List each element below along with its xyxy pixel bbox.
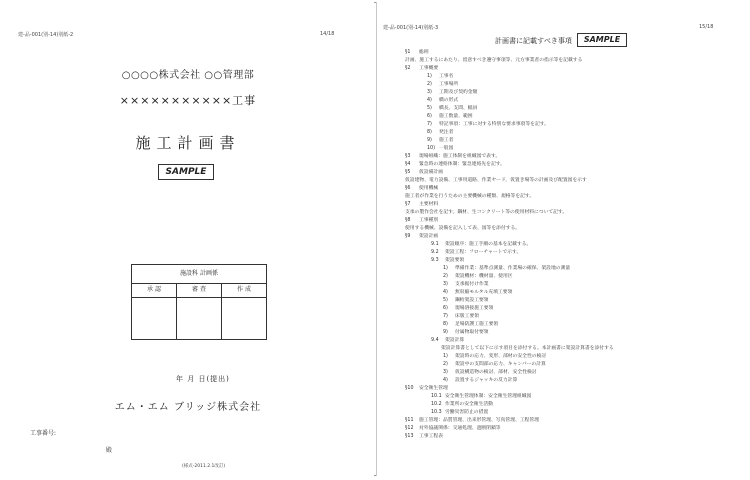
cover-header-code: 建-品-001(別-14)別紙-2 — [18, 32, 74, 38]
contents-item-text: 架設工程：フローチャートで示す。 — [445, 250, 522, 255]
project-number-label: 工事番号: — [30, 430, 57, 437]
contents-item-number: 8) — [443, 322, 448, 327]
approval-col-approve: 承 認 — [147, 286, 161, 293]
contents-item-text: 架設計算 — [445, 338, 465, 343]
contents-item-number: §2 — [405, 66, 411, 71]
contents-item-text: 緊急時の連絡体制：緊急連絡先を記す。 — [419, 162, 505, 167]
contents-item-text: 設置するジャッキの反力計算 — [455, 378, 518, 383]
contents-item-number: 9.1 — [431, 242, 439, 247]
company-line: ○○○○株式会社 ○○管理部 — [121, 70, 255, 81]
contents-sample-stamp: SAMPLE — [577, 33, 627, 47]
contents-item-number: 9) — [443, 330, 448, 335]
contents-item-text: 主要材料 — [419, 202, 439, 207]
contents-item-number: 7) — [427, 122, 432, 127]
submission-date: 年 月 日(提出) — [176, 375, 230, 383]
contents-item-number: §5 — [405, 170, 411, 175]
contents-item-number: 10) — [427, 146, 435, 151]
recipient-name — [38, 444, 68, 451]
contents-item-text: 施工数量、範囲 — [439, 114, 473, 119]
contents-item-number: 5) — [427, 106, 432, 111]
contents-item-text: 架設順序：施工手順の基本を記載する。 — [445, 242, 532, 247]
contents-item-number: 4) — [443, 290, 448, 295]
project-line: ×××××××××××工事 — [119, 94, 257, 107]
contents-item-text: 工事名 — [439, 74, 454, 79]
contents-item-number: 3) — [427, 90, 432, 95]
contents-item-number: §12 — [405, 426, 414, 431]
approval-col-review: 審 査 — [192, 286, 206, 293]
contents-item-text: 足場防護工施工要領 — [455, 322, 499, 327]
contents-item-text: 発注者 — [439, 130, 454, 135]
contents-item-text: 現場溶接施工要領 — [455, 306, 494, 311]
contents-item-number: 9.4 — [431, 338, 439, 343]
contents-item-text: 橋長、支間、幅員 — [439, 106, 478, 111]
contents-item-text: 安全衛生管理 — [419, 386, 448, 391]
contents-item-text: 工期及び契約金額 — [439, 90, 478, 95]
contents-item-number: 10.2 — [431, 402, 442, 407]
contents-item-number: 3) — [443, 282, 448, 287]
contents-item-text: 特記事項：工事に対する特別な要求事項等を記す。 — [439, 122, 549, 127]
contents-item-text: 工事工程表 — [419, 434, 443, 439]
contents-item-text: 労働災害防止の措置 — [445, 410, 489, 415]
contents-item-text: 無収縮モルタル充填工要領 — [455, 290, 513, 295]
sample-stamp: SAMPLE — [158, 164, 214, 180]
contents-item-text: 橋の形式 — [439, 98, 459, 103]
contents-item-text: 一般図 — [439, 146, 454, 151]
contents-item-text: 支承の製作会社を記す。鋼材、生コンクリート等の使用材料について記す。 — [405, 210, 568, 215]
contents-item-number: §6 — [405, 186, 411, 191]
contents-item-text: 準備作業：基準点測量、作業場の確保、架設地の測量 — [455, 266, 571, 271]
contents-item-text: 仮設構造物の検討、部材、安全性検討 — [455, 370, 537, 375]
contents-item-text: 工事種別 — [419, 218, 439, 223]
contents-item-number: 9.3 — [431, 258, 439, 263]
contents-item-text: 工事概要 — [419, 66, 439, 71]
contents-item-number: §8 — [405, 218, 411, 223]
approval-divider — [176, 283, 177, 339]
cover-page-number: 14/18 — [320, 31, 335, 37]
contents-item-number: §1 — [405, 50, 411, 55]
approval-col-prepare: 作 成 — [237, 286, 251, 293]
contents-item-text: 使用する機械、設備を記入して表、図等を添付する。 — [405, 226, 521, 231]
contents-item-number: 2) — [443, 362, 448, 367]
contents-item-text: 床版工要領 — [455, 314, 479, 319]
approval-heading: 施設科 計画係 — [132, 265, 266, 284]
contents-item-text: 付属物取付要領 — [455, 330, 489, 335]
contents-item-number: 7) — [443, 314, 448, 319]
recipient-honorific: 殿 — [106, 447, 113, 454]
contents-item-number: 1) — [443, 266, 448, 271]
contents-item-number: 9.2 — [431, 250, 439, 255]
contents-item-text: 施工者 — [439, 138, 454, 143]
contents-item-text: 架設機材：機材量、使用区 — [455, 274, 513, 279]
approval-box — [131, 264, 267, 340]
contents-item-number: 2) — [443, 274, 448, 279]
contents-item-number: 6) — [427, 114, 432, 119]
cover-page — [2, 2, 374, 476]
contents-item-text: 総則 — [419, 50, 429, 55]
contents-item-text: 施工者が作業を行うための主要機械の種類、規格等を記す。 — [405, 194, 535, 199]
cover-footer-code: (様式-2011.2.1改訂) — [182, 464, 226, 469]
contents-item-text: 架設中の支間部の応力、キャンバーの計算 — [455, 362, 546, 367]
contents-item-number: 3) — [443, 370, 448, 375]
contents-item-number: §4 — [405, 162, 411, 167]
contents-item-number: 8) — [427, 130, 432, 135]
contents-item-text: 仮設建物、電力設備、工事用道路、作業ヤード、仮置き場等の計画及び配置図を示す — [405, 178, 587, 183]
contents-item-text: 工事場所 — [439, 82, 459, 87]
contents-item-number: §13 — [405, 434, 414, 439]
contents-item-number: 4) — [427, 98, 432, 103]
contents-item-text: 架設計画 — [419, 234, 439, 239]
contents-item-text: 架設要領 — [445, 258, 465, 263]
contents-item-text: 架設時の応力、変形、部材の安全性の検討 — [455, 354, 547, 359]
contents-item-text: 施工管理：品質管理、出来形管理、写真管理、工程管理 — [419, 418, 539, 423]
contents-item-number: §7 — [405, 202, 411, 207]
contents-item-number: 2) — [427, 82, 432, 87]
contents-item-text: 安全衛生管理体制：安全衛生管理組織図 — [445, 394, 532, 399]
approval-divider — [221, 283, 222, 339]
contractor-name: エム・エム ブリッジ株式会社 — [114, 402, 262, 413]
contents-page-number: 15/18 — [699, 24, 714, 30]
contents-item-text: 仮設備計画 — [419, 170, 443, 175]
contents-item-number: 10.1 — [431, 394, 442, 399]
contents-item-number: 6) — [443, 306, 448, 311]
contents-item-text: 計画、施工するにあたり、留意すべき遵守事項等、元方事業者の指示等を記載する — [405, 58, 583, 63]
page-title: 施工計画書 — [135, 134, 241, 152]
contents-item-number: 10.3 — [431, 410, 442, 415]
contents-item-number: 1) — [443, 354, 448, 359]
contents-item-text: 作業所の安全衛生活動 — [445, 402, 493, 407]
contents-item-text: 使用機械 — [419, 186, 439, 191]
contents-item-text: 鋼桁架設工要領 — [455, 298, 489, 303]
contents-item-text: 支承据付け作業 — [455, 282, 489, 287]
contents-item-text: 架設計算書として以下に示す項目を添付する。本計画書に架設計算書を添付する — [441, 346, 614, 351]
contents-item-number: 4) — [443, 378, 448, 383]
contents-item-number: §3 — [405, 154, 411, 159]
contents-item-text: 現場組織：施工体制を組織図で表す。 — [419, 154, 501, 159]
contents-item-number: §9 — [405, 234, 411, 239]
contents-page — [376, 2, 746, 476]
contents-item-number: §10 — [405, 386, 414, 391]
contents-item-number: §11 — [405, 418, 414, 423]
contents-item-number: 9) — [427, 138, 432, 143]
contents-item-text: 対外協議関係：交通処理、遮断閉鎖等 — [419, 426, 501, 431]
contents-title: 計画書に記載すべき事項 — [495, 37, 572, 45]
contents-item-number: 5) — [443, 298, 448, 303]
contents-header-code: 建-品-001(別-14)別紙-3 — [383, 25, 439, 31]
contents-item-number: 1) — [427, 74, 432, 79]
